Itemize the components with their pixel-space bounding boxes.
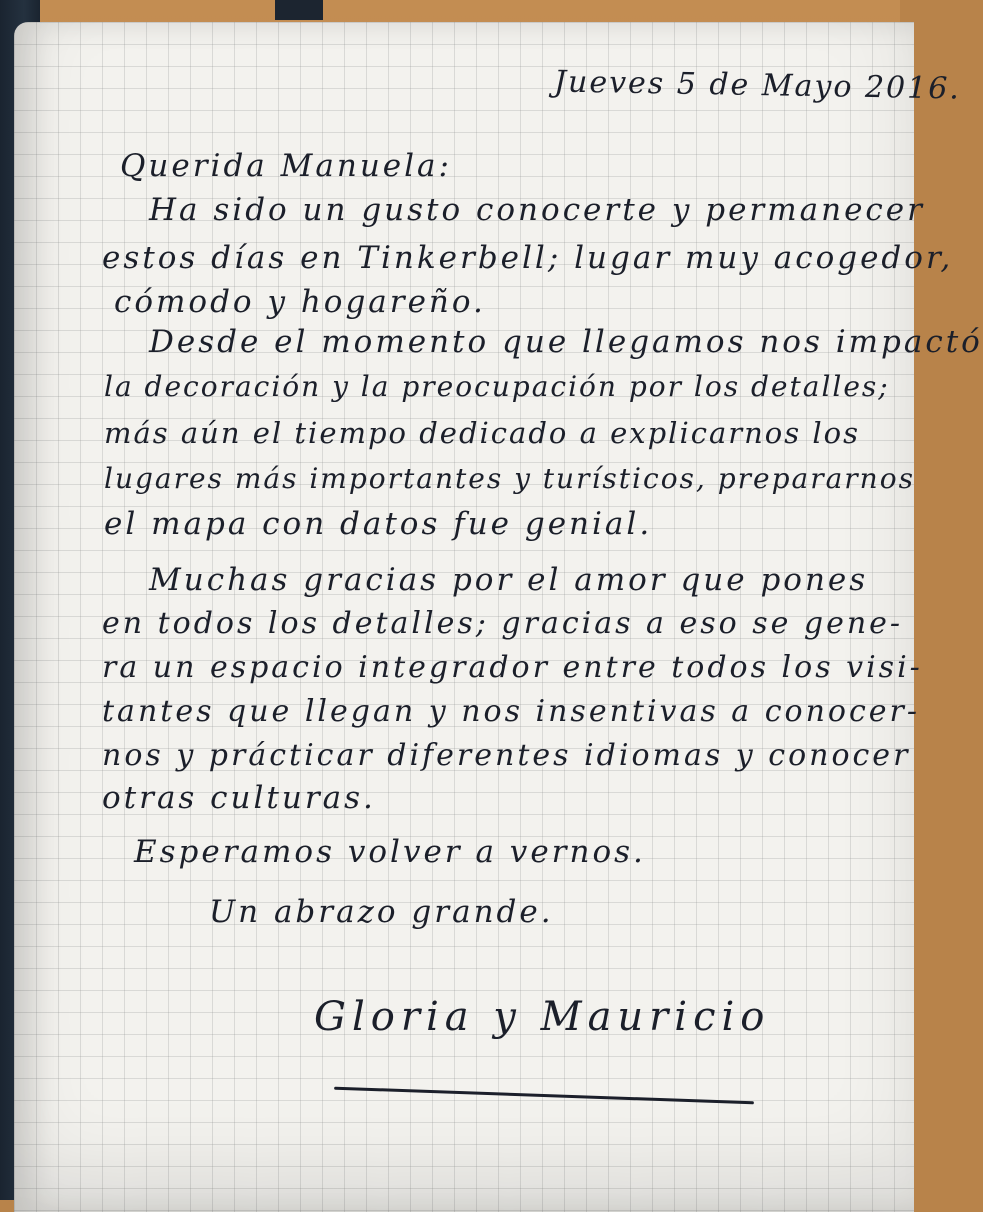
letter-line: más aún el tiempo dedicado a explicarnos los	[104, 416, 860, 450]
letter-line: cómodo y hogareño.	[114, 284, 486, 320]
letter-line: Desde el momento que llegamos nos impactó	[149, 324, 983, 360]
letter-line: estos días en Tinkerbell; lugar muy acogedor,	[102, 240, 954, 276]
letter-line: el mapa con datos fue genial.	[104, 506, 653, 542]
letter-line: nos y prácticar diferentes idiomas y conocer	[102, 738, 911, 773]
letter-line: ra un espacio integrador entre todos los visi-	[102, 650, 923, 685]
letter-closing: Esperamos volver a vernos.	[134, 834, 646, 870]
signature-text: Gloria y Mauricio	[314, 994, 771, 1040]
letter-farewell: Un abrazo grande.	[209, 894, 554, 930]
letter-line: en todos los detalles; gracias a eso se gene-	[102, 606, 904, 641]
letter-line: tantes que llegan y nos insentivas a conocer-	[102, 694, 921, 729]
letter-greeting: Querida Manuela:	[120, 148, 452, 184]
letter-line: otras culturas.	[102, 780, 376, 816]
grid-paper-page	[14, 22, 983, 1212]
letter-line: la decoración y la preocupación por los detalles;	[104, 370, 890, 403]
letter-line: lugares más importantes y turísticos, prepararnos	[104, 462, 915, 495]
letter-line: Ha sido un gusto conocerte y permanecer	[149, 192, 925, 228]
letter-line: Muchas gracias por el amor que pones	[149, 562, 869, 598]
notebook-tab	[275, 0, 323, 20]
signature-underline	[334, 1087, 754, 1105]
letter-date: Jueves 5 de Mayo 2016.	[553, 64, 962, 107]
signature	[314, 984, 771, 1134]
